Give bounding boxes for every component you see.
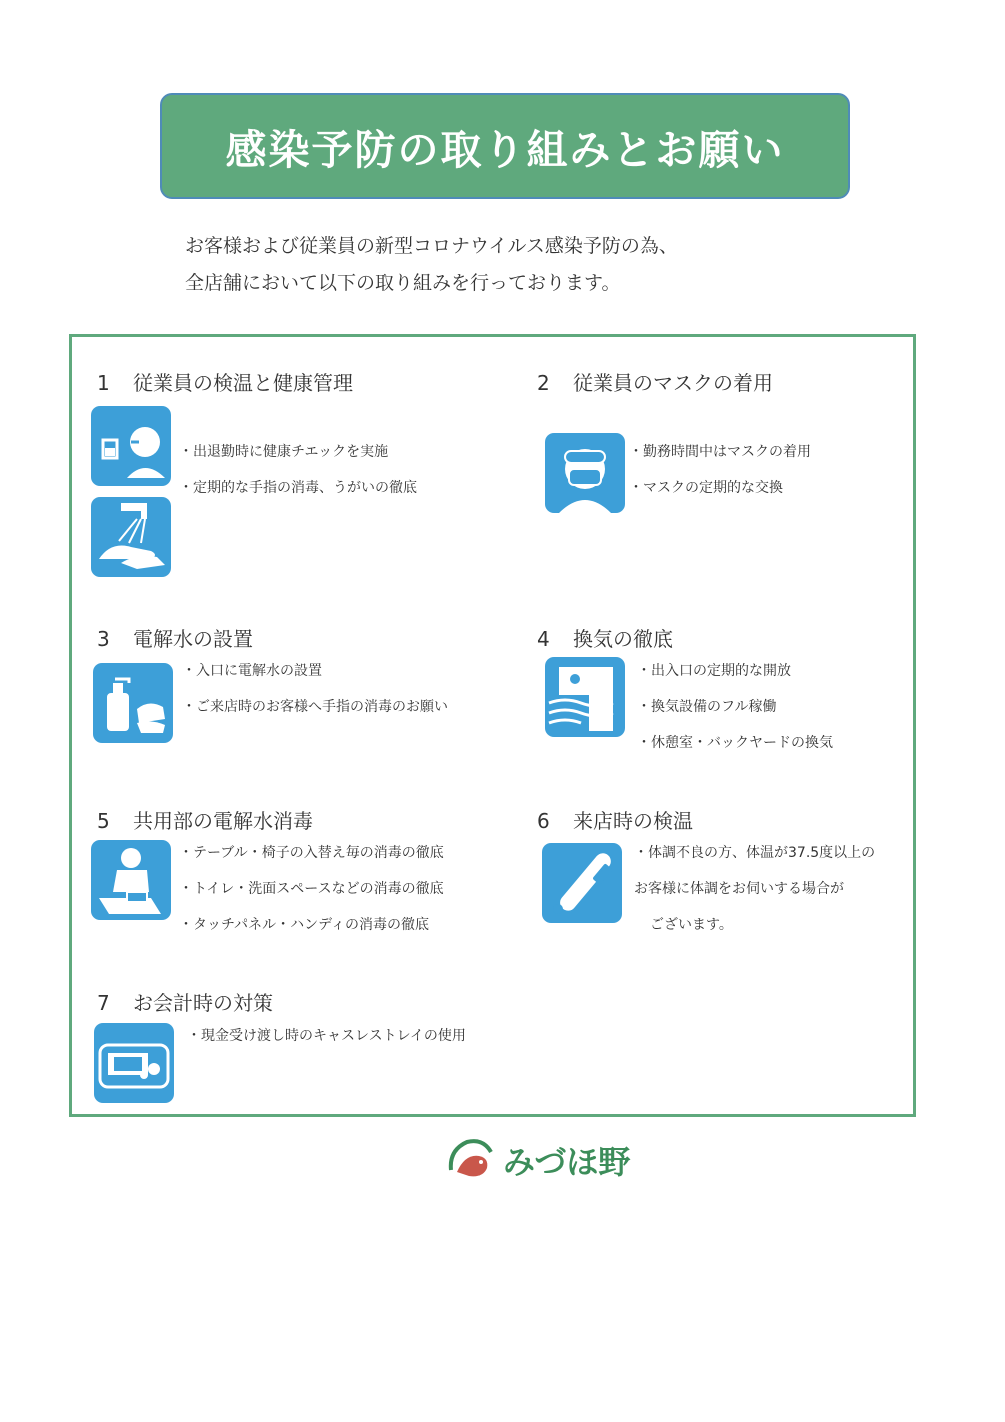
bullet-item: お客様に体調をお伺いする場合が (634, 881, 844, 897)
logo-text: みづほ野 (503, 1143, 631, 1181)
section-heading: 3 電解水の設置 (97, 627, 253, 651)
measures-box (69, 334, 916, 1117)
bullet-item: ・ご来店時のお客様へ手指の消毒のお願い (182, 699, 448, 715)
section-heading: 5 共用部の電解水消毒 (97, 809, 313, 833)
mask-icon (545, 433, 625, 513)
section-1-bullets (179, 434, 417, 506)
bullet-item: ございます。 (650, 917, 733, 933)
bullet-item: ・タッチパネル・ハンディの消毒の徹底 (179, 917, 430, 933)
bullet-item: ・定期的な手指の消毒、うがいの徹底 (179, 480, 417, 496)
sanitizer-icon (93, 663, 173, 743)
section-6 (537, 805, 693, 834)
bullet-item: ・出入口の定期的な開放 (637, 663, 791, 679)
intro-line-2: 全店舗において以下の取り組みを行っております。 (185, 272, 621, 294)
title-banner (160, 93, 850, 199)
section-heading: 7 お会計時の対策 (97, 991, 273, 1015)
section-5-bullets (179, 835, 444, 943)
bullet-item: ・マスクの定期的な交換 (629, 480, 783, 496)
bullet-item: ・現金受け渡し時のキャスレストレイの使用 (187, 1028, 466, 1044)
hand-washing-icon (91, 497, 171, 577)
section-6-bullets (634, 835, 875, 943)
section-3 (97, 623, 253, 652)
section-1 (97, 367, 353, 396)
section-2-bullets (629, 434, 811, 506)
cash-tray-icon (94, 1023, 174, 1103)
intro-text (185, 228, 678, 302)
bullet-item: ・出退勤時に健康チエックを実施 (179, 444, 389, 460)
bullet-item: ・入口に電解水の設置 (182, 663, 322, 679)
section-heading: 1 従業員の検温と健康管理 (97, 371, 353, 395)
section-5 (97, 805, 313, 834)
intro-line-1: お客様および従業員の新型コロナウイルス感染予防の為、 (185, 235, 678, 257)
bullet-item: ・体調不良の方、体温が37.5度以上の (634, 845, 876, 861)
section-heading: 4 換気の徹底 (537, 627, 673, 651)
bullet-item: ・休憩室・バックヤードの換気 (637, 735, 833, 751)
bullet-item: ・勤務時間中はマスクの着用 (629, 444, 811, 460)
bullet-item: ・換気設備のフル稼働 (637, 699, 777, 715)
section-4 (537, 623, 673, 652)
section-7-bullets (187, 1018, 466, 1054)
section-4-bullets (637, 653, 833, 761)
ventilation-icon (545, 657, 625, 737)
page-title: 感染予防の取り組みとお願い (225, 125, 785, 174)
section-2 (537, 367, 773, 396)
section-3-bullets (182, 653, 448, 725)
bullet-item: ・テーブル・椅子の入替え毎の消毒の徹底 (179, 845, 444, 861)
bullet-item: ・トイレ・洗面スペースなどの消毒の徹底 (179, 881, 444, 897)
section-heading: 6 来店時の検温 (537, 809, 693, 833)
section-heading: 2 従業員のマスクの着用 (537, 371, 773, 395)
thermometer-icon (542, 843, 622, 923)
wiping-icon (91, 840, 171, 920)
company-logo (445, 1130, 660, 1190)
health-check-icon (91, 406, 171, 486)
bird-logo-icon (445, 1132, 497, 1188)
section-7 (97, 987, 273, 1016)
